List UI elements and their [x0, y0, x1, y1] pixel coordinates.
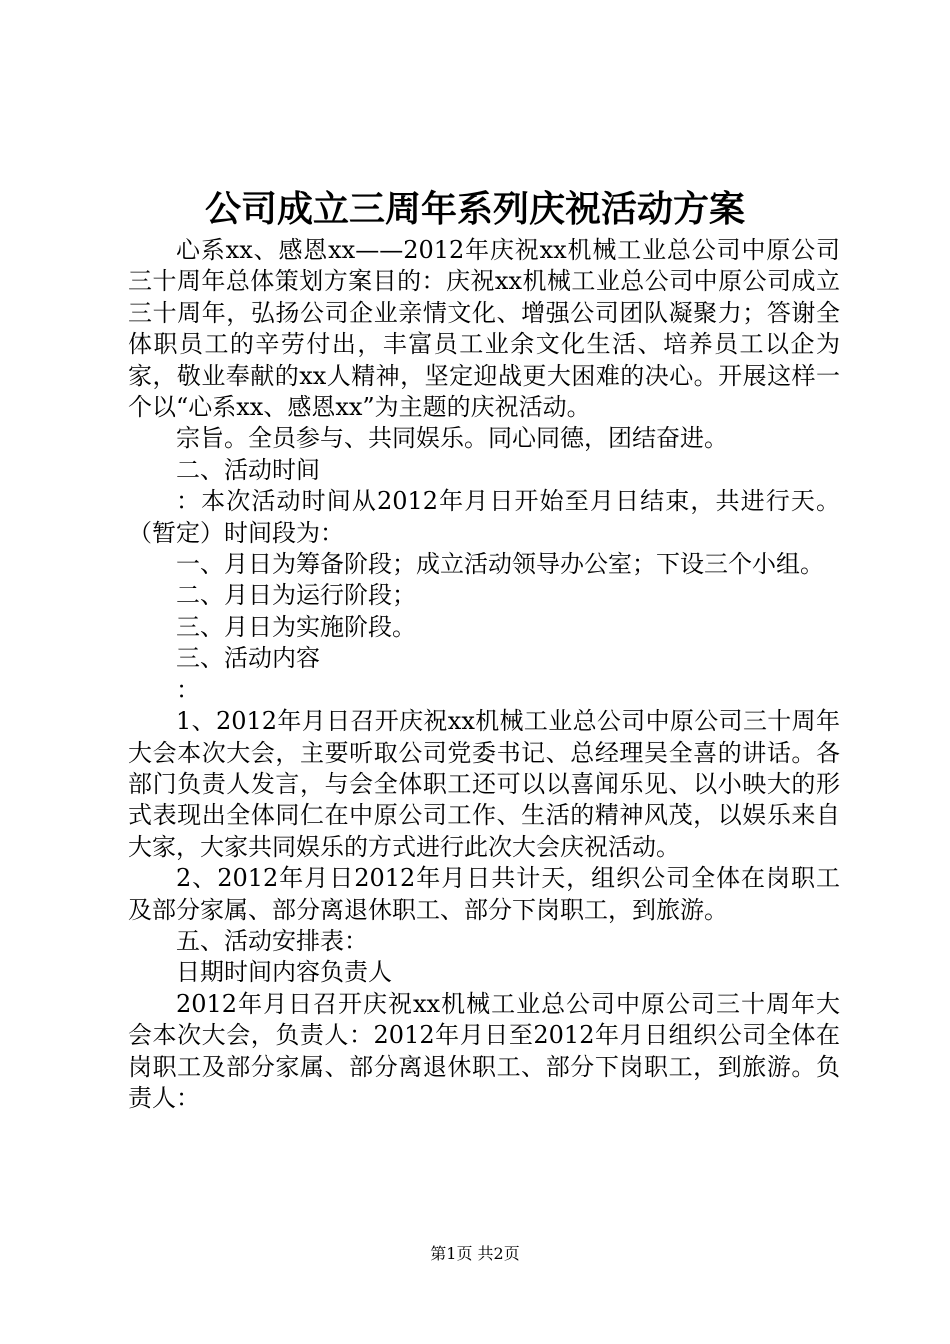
paragraph-purpose: 宗旨。全员参与、共同娱乐。同心同德，团结奋进。: [176, 424, 728, 453]
paragraph-time: ：本次活动时间从2012年月日开始至月日结束，共进行天。（暂定）时间段为：: [128, 487, 840, 547]
page-title: 公司成立三周年系列庆祝活动方案: [204, 188, 745, 230]
page-footer: 第1页 共2页: [430, 1244, 520, 1263]
paragraph-stage-3: 三、月日为实施阶段。: [176, 612, 416, 641]
section-heading-time: 二、活动时间: [176, 455, 320, 484]
section-heading-schedule: 五、活动安排表：: [176, 926, 368, 955]
paragraph-colon: ：: [176, 675, 200, 704]
paragraph-content-2: 2、2012年月日2012年月日共计天，组织公司全体在岗职工及部分家属、部分离退休职工、部分下岗职工，到旅游。: [128, 864, 840, 924]
paragraph-content-1: 1、2012年月日召开庆祝xx机械工业总公司中原公司三十周年大会本次大会，主要听取公司党委书记、总经理吴全喜的讲话。各部门负责人发言，与会全体职工还可以以喜闻乐见、以小映大的形式表现出全体同仁在中原公司工作、生活的精神风茂，以娱乐来自大家，大家共同娱乐的方式进行此次大会庆祝活动。: [128, 707, 840, 861]
paragraph-stage-2: 二、月日为运行阶段；: [176, 581, 416, 610]
schedule-content: 2012年月日召开庆祝xx机械工业总公司中原公司三十周年大会本次大会，负责人：2012年月日至2012年月日组织公司全体在岗职工及部分家属、部分离退休职工、部分下岗职工，到旅游。负责人：: [128, 989, 840, 1112]
paragraph-intro: 心系xx、感恩xx——2012年庆祝xx机械工业总公司中原公司三十周年总体策划方案目的：庆祝xx机械工业总公司中原公司成立三十周年，弘扬公司企业亲情文化、增强公司团队凝聚力；答谢全体职员工的辛劳付出，丰富员工业余文化生活、培养员工以企为家，敬业奉献的xx人精神，坚定迎战更大困难的决心。开展这样一个以“心系xx、感恩xx”为主题的庆祝活动。: [128, 236, 840, 422]
section-heading-content: 三、活动内容: [176, 644, 320, 673]
paragraph-stage-1: 一、月日为筹备阶段；成立活动领导办公室；下设三个小组。: [176, 550, 824, 579]
document-body: [128, 235, 840, 1114]
schedule-header: 日期时间内容负责人: [176, 958, 392, 987]
